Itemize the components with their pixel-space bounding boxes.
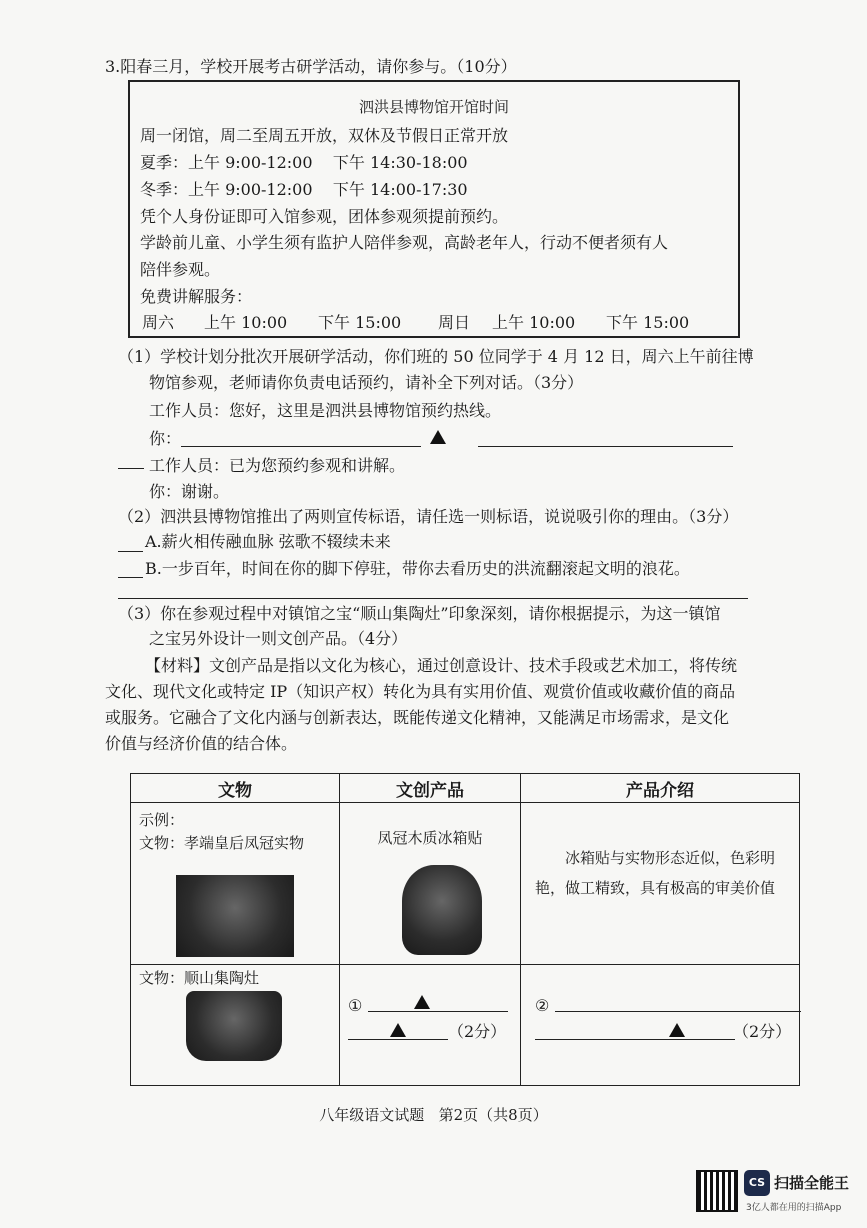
qr-code-icon [696, 1170, 738, 1212]
slogan-b: B.一步百年，时间在你的脚下停驻，带你去看历史的洪流翻滚起文明的浪花。 [145, 559, 690, 578]
answer-blank-line[interactable] [555, 1011, 801, 1012]
service-time: 上午 10:00 [204, 313, 288, 332]
service-time: 上午 10:00 [492, 313, 576, 332]
watermark-tagline: 3亿人都在用的扫描App [746, 1203, 842, 1213]
question-title: 3.阳春三月，学校开展考古研学活动，请你参与。（10分） [105, 57, 517, 76]
relic2-text: 文物：顺山集陶灶 [139, 969, 260, 987]
example-relic-cell [131, 803, 340, 965]
material-line: 或服务。它融合了文化内涵与创新表达，既能传递文化精神，又能满足市场需求，是文化 [105, 708, 730, 727]
notice-line: 夏季：上午 9:00-12:00 下午 14:30-18:00 [140, 153, 468, 172]
part2-line: （2）泗洪县博物馆推出了两则宣传标语，请任选一则标语，说说吸引你的理由。（3分） [118, 507, 739, 526]
part3-line: 之宝另外设计一则文创产品。（4分） [149, 629, 408, 648]
service-day: 周六 [142, 313, 175, 332]
score-label: （2分） [448, 1022, 507, 1041]
notice-title: 泗洪县博物馆开馆时间 [358, 98, 509, 116]
service-time: 下午 15:00 [318, 313, 402, 332]
product-design-table [130, 773, 800, 1086]
crown-magnet-image [402, 865, 482, 955]
notice-line: 陪伴参观。 [140, 260, 221, 279]
part1-line: 物馆参观，老师请你负责电话预约，请补全下列对话。（3分） [149, 373, 584, 392]
material-line: 文化、现代文化或特定 IP（知识产权）转化为具有实用价值、观赏价值或收藏价值的商品 [105, 682, 736, 701]
material-line: 价值与经济价值的结合体。 [105, 734, 298, 753]
answer-blank-line[interactable] [348, 1039, 448, 1040]
relic2-cell [131, 965, 340, 1086]
slogan-a: A.薪火相传融血脉 弦歌不辍续未来 [145, 532, 391, 551]
answer-triangle-icon [390, 1023, 406, 1037]
dialog-you2: 你：谢谢。 [149, 482, 230, 501]
answer-blank-line [118, 577, 143, 578]
watermark-brand: 扫描全能王 [774, 1174, 850, 1192]
notice-line: 免费讲解服务： [140, 287, 253, 306]
example-relic-text: 文物：孝端皇后凤冠实物 [139, 834, 305, 852]
example-intro-cell [521, 803, 800, 965]
example-product-text: 凤冠木质冰箱贴 [377, 829, 483, 847]
camscanner-logo-icon: CS [744, 1170, 770, 1196]
header-intro: 产品介绍 [521, 774, 800, 803]
answer-blank-line [118, 468, 144, 469]
service-time: 下午 15:00 [606, 313, 690, 332]
pottery-stove-photo [186, 991, 282, 1061]
museum-hours-notice [128, 80, 740, 338]
dialog-you-label: 你： [149, 429, 182, 448]
answer-triangle-icon [414, 995, 430, 1009]
example-intro-text: 冰箱贴与实物形态近似，色彩明艳，做工精致，具有极高的审美价值 [535, 849, 776, 897]
service-day: 周日 [438, 313, 471, 332]
part1-line: （1）学校计划分批次开展研学活动，你们班的 50 位同学于 4 月 12 日，周六上午前往博 [118, 347, 754, 366]
notice-line: 凭个人身份证即可入馆参观，团体参观须提前预约。 [140, 207, 509, 226]
answer-triangle-icon [430, 430, 446, 444]
answer-product-cell[interactable] [340, 965, 521, 1086]
notice-line: 周一闭馆，周二至周五开放，双休及节假日正常开放 [140, 126, 509, 145]
blank-marker-1: ① [348, 996, 363, 1015]
dialog-staff2: 工作人员：已为您预约参观和讲解。 [149, 456, 406, 475]
answer-blank-line[interactable] [118, 598, 748, 599]
blank-marker-2: ② [535, 996, 550, 1015]
part3-line: （3）你在参观过程中对镇馆之宝“顺山集陶灶”印象深刻，请你根据提示，为这一镇馆 [118, 604, 721, 623]
material-line: 【材料】文创产品是指以文化为核心，通过创意设计、技术手段或艺术加工，将传统 [145, 656, 738, 675]
phoenix-crown-photo [176, 875, 294, 957]
answer-intro-cell[interactable] [521, 965, 800, 1086]
notice-line: 学龄前儿童、小学生须有监护人陪伴参观，高龄老年人，行动不便者须有人 [140, 233, 669, 252]
example-product-cell [340, 803, 521, 965]
header-product: 文创产品 [340, 774, 521, 803]
page-footer: 八年级语文试题 第2页（共8页） [319, 1106, 548, 1124]
dialog-staff1: 工作人员：您好，这里是泗洪县博物馆预约热线。 [149, 401, 502, 420]
header-relic: 文物 [131, 774, 340, 803]
answer-blank-line [118, 551, 143, 552]
answer-triangle-icon [669, 1023, 685, 1037]
answer-blank-line[interactable] [181, 446, 421, 447]
answer-blank-line[interactable] [478, 446, 733, 447]
example-label: 示例： [139, 811, 185, 829]
notice-line: 冬季：上午 9:00-12:00 下午 14:00-17:30 [140, 180, 468, 199]
score-label: （2分） [733, 1022, 792, 1041]
answer-blank-line[interactable] [535, 1039, 735, 1040]
answer-blank-line[interactable] [368, 1011, 508, 1012]
